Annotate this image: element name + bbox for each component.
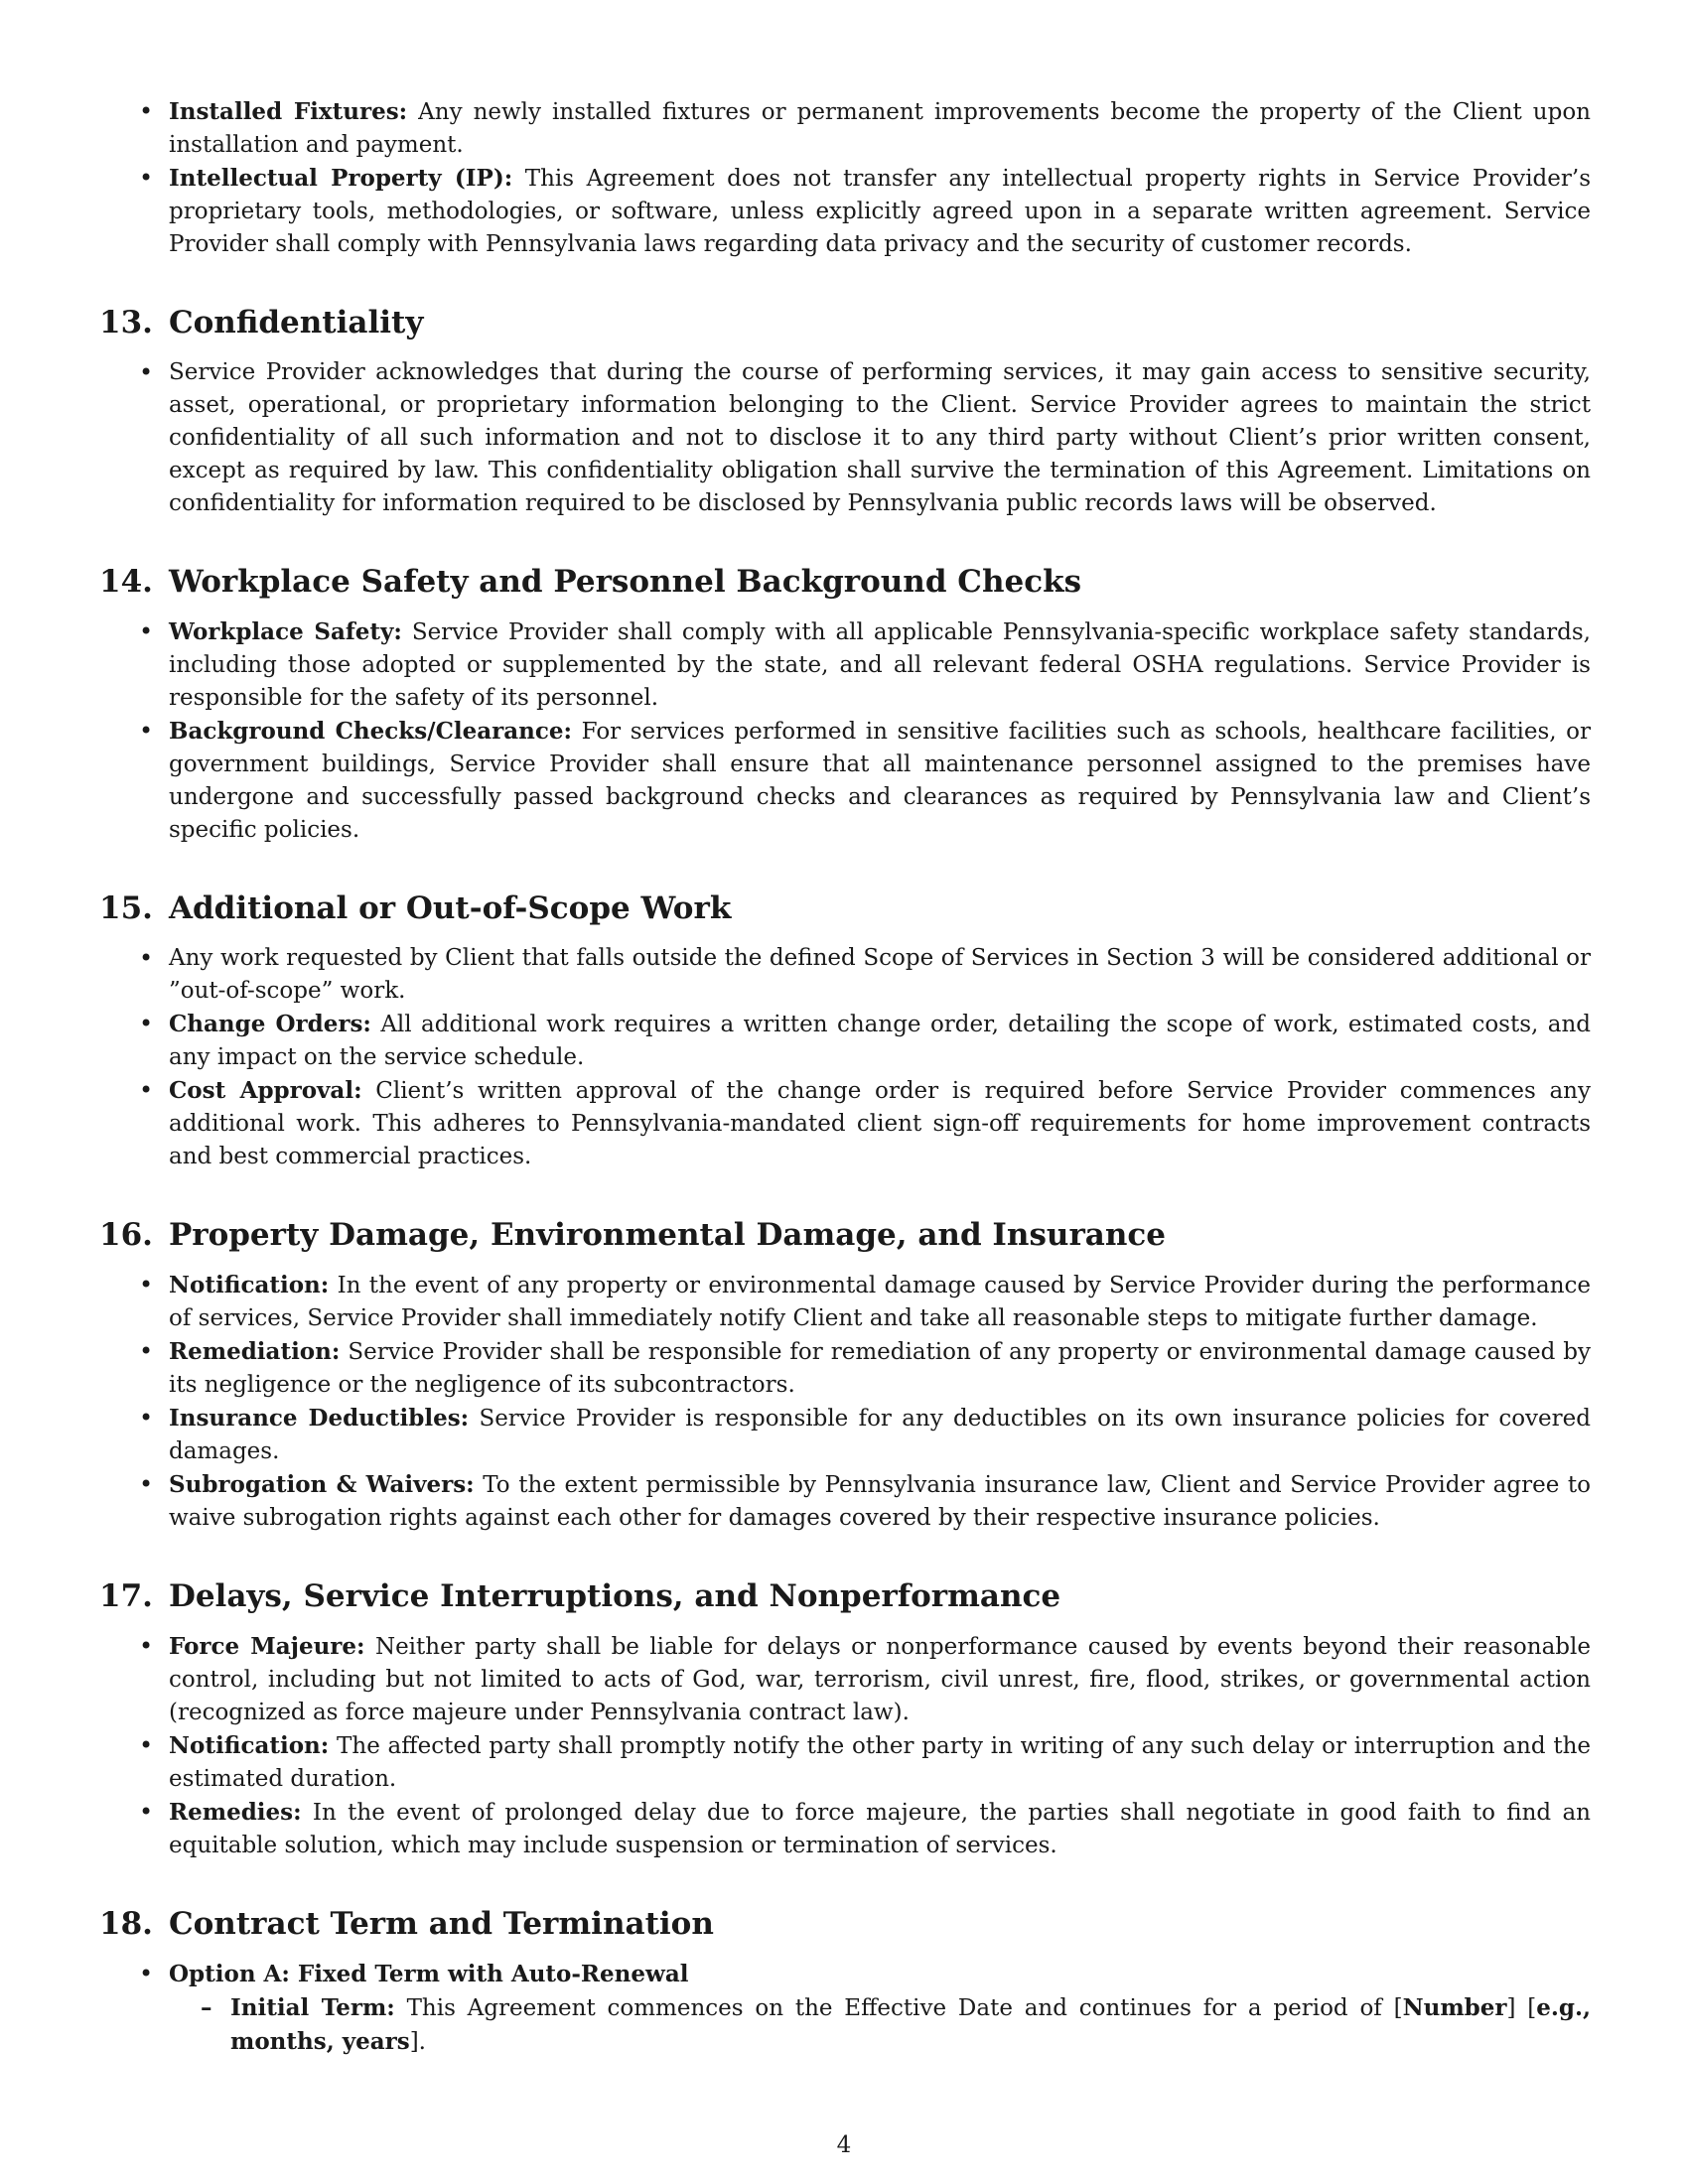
section-heading-16 (99, 1215, 1591, 1255)
list-item (99, 1402, 1591, 1468)
list-item (99, 715, 1591, 847)
list-item (99, 95, 1591, 162)
section-14-list (99, 615, 1591, 847)
item-label: Subrogation & Waivers: (169, 1471, 475, 1498)
item-label: Installed Fixtures: (169, 98, 408, 125)
item-text: This Agreement commences on the Effective Date and continues for a period of [ (394, 1995, 1403, 2021)
list-item (99, 615, 1591, 715)
item-text: In the event of prolonged delay due to force majeure, the parties shall negotiate in good faith to find an equitable solution, which may include suspension or termination of services. (169, 1800, 1591, 1858)
item-text: In the event of any property or environmental damage caused by Service Provider during the performance of services, Service Provider shall immediately notify Client and take all reasonable steps to mitigate further damage. (169, 1273, 1591, 1331)
item-text: Any work requested by Client that falls outside the defined Scope of Services in Section 3 will be considered additional or ”out-of-scope” work. (169, 945, 1591, 1004)
item-label: Force Majeure: (169, 1633, 365, 1660)
list-item (99, 1796, 1591, 1862)
section-title: Contract Term and Termination (168, 1906, 714, 1942)
item-text: This Agreement does not transfer any intellectual property rights in Service Provider’s proprietary tools, methodologies, or software, unless explicitly agreed upon in a separate written agreement. Service Provider shall comply with Pennsylvania laws regarding data privacy and the security of customer records. (169, 166, 1591, 257)
section-number: 15. (99, 890, 153, 926)
item-text-end: ]. (409, 2029, 426, 2055)
item-text: Any newly installed fixtures or permanent improvements become the property of the Client upon installation and payment. (169, 99, 1591, 158)
item-text: Service Provider shall comply with all applicable Pennsylvania-specific workplace safety standards, including those adopted or supplemented by the state, and all relevant federal OSHA regulations. Service Provider is responsible for the safety of its personnel. (169, 619, 1591, 711)
document-page (99, 95, 1591, 2059)
section-heading-15 (99, 888, 1591, 928)
section-16-list (99, 1269, 1591, 1535)
section-heading-17 (99, 1576, 1591, 1616)
list-item (99, 1468, 1591, 1535)
item-label: Insurance Deductibles: (169, 1405, 470, 1432)
section-title: Delays, Service Interruptions, and Nonperformance (168, 1578, 1061, 1614)
item-text: Service Provider shall be responsible for remediation of any property or environmental damage caused by its negligence or the negligence of its subcontractors. (169, 1339, 1591, 1398)
item-text: Service Provider acknowledges that during the course of performing services, it may gain access to sensitive security, asset, operational, or proprietary information belonging to the Client. Service Provider agrees to maintain the strict confidentiality of all such information and not to disclose it to any third party without Client’s prior written consent, except as required by law. This confidentiality obligation shall survive the termination of this Agreement. Limitations on confidentiality for information required to be disclosed by Pennsylvania public records laws will be observed. (169, 359, 1591, 516)
intro-list (99, 95, 1591, 261)
page-number: 4 (836, 2132, 852, 2158)
option-label: Option A: Fixed Term with Auto-Renewal (169, 1961, 689, 1987)
item-text: All additional work requires a written change order, detailing the scope of work, estimated costs, and any impact on the service schedule. (169, 1012, 1591, 1070)
list-item (99, 1269, 1591, 1335)
section-title: Workplace Safety and Personnel Background Checks (168, 564, 1082, 600)
list-item (99, 1729, 1591, 1796)
section-title: Property Damage, Environmental Damage, and Insurance (168, 1217, 1167, 1253)
section-number: 13. (99, 305, 153, 341)
section-heading-13 (99, 303, 1591, 342)
section-number: 18. (99, 1906, 153, 1942)
list-item (99, 1074, 1591, 1173)
item-label: Remediation: (169, 1338, 341, 1365)
list-item (99, 356, 1591, 520)
item-text: Neither party shall be liable for delays or nonperformance caused by events beyond their reasonable control, including but not limited to acts of God, war, terrorism, civil unrest, fire, flood, strikes, or governmental action (recognized as force majeure under Pennsylvania contract law). (169, 1634, 1591, 1725)
placeholder-number: Number (1402, 1994, 1507, 2021)
item-text-mid: ] [ (1506, 1995, 1537, 2021)
item-text: Service Provider is responsible for any deductibles on its own insurance policies for covered damages. (169, 1406, 1591, 1464)
section-13-list (99, 356, 1591, 520)
item-text: For services performed in sensitive facilities such as schools, healthcare facilities, or government buildings, Service Provider shall ensure that all maintenance personnel assigned to the premises have undergone and successfully passed background checks and clearances as required by Pennsylvania law and Client’s specific policies. (169, 719, 1591, 843)
section-number: 17. (99, 1578, 153, 1614)
list-item (99, 162, 1591, 261)
section-number: 16. (99, 1217, 153, 1253)
item-text: To the extent permissible by Pennsylvania insurance law, Client and Service Provider agree to waive subrogation rights against each other for damages covered by their respective insurance policies. (169, 1472, 1591, 1531)
placeholder-period: e.g., months, years (230, 1994, 1592, 2055)
item-label: Remedies: (169, 1799, 302, 1826)
list-item (99, 1008, 1591, 1074)
list-item (99, 1958, 1591, 2059)
item-label: Background Checks/Clearance: (169, 718, 573, 745)
item-label: Notification: (169, 1272, 330, 1298)
list-item (99, 942, 1591, 1008)
sub-list-item (169, 1991, 1591, 2059)
item-text: The affected party shall promptly notify the other party in writing of any such delay or interruption and the estimated duration. (169, 1733, 1591, 1792)
section-title: Additional or Out-of-Scope Work (168, 890, 732, 926)
item-label: Intellectual Property (IP): (169, 165, 513, 192)
section-15-list (99, 942, 1591, 1173)
item-label: Workplace Safety: (169, 618, 402, 645)
item-text: Client’s written approval of the change order is required before Service Provider commences any additional work. This adheres to Pennsylvania-mandated client sign-off requirements for home improvement contracts and best commercial practices. (169, 1078, 1591, 1169)
list-item (99, 1630, 1591, 1729)
item-label: Change Orders: (169, 1011, 371, 1037)
item-label: Cost Approval: (169, 1077, 362, 1104)
list-item (99, 1335, 1591, 1402)
section-number: 14. (99, 564, 153, 600)
item-label: Initial Term: (230, 1994, 395, 2021)
section-17-list (99, 1630, 1591, 1862)
section-heading-14 (99, 562, 1591, 602)
section-heading-18 (99, 1904, 1591, 1944)
item-label: Notification: (169, 1732, 330, 1759)
option-a-sublist (169, 1991, 1591, 2059)
section-18-list (99, 1958, 1591, 2059)
section-title: Confidentiality (168, 305, 424, 341)
